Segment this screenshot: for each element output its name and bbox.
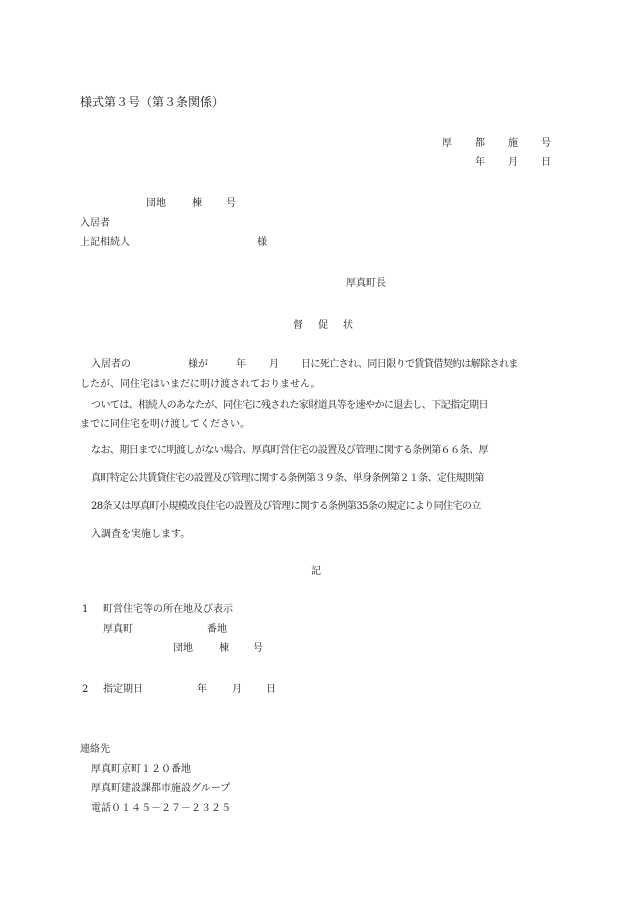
- doc-title-char-3: 状: [343, 320, 353, 331]
- date-year: 年: [475, 157, 485, 168]
- body-p1-part2: 様が: [188, 359, 208, 370]
- body-p3-line3: 28条又は厚真町小規模改良住宅の設置及び管理に関する条例第35条の規定により同住宅の立: [91, 501, 481, 512]
- item1-banchi: 番地: [207, 624, 227, 635]
- item2-number: 2: [82, 684, 89, 695]
- doc-number-char-2: 都: [475, 138, 485, 149]
- doc-title-char-2: 促: [318, 320, 328, 331]
- item1-danchi: 団地: [173, 643, 193, 654]
- body-p3-line1: なお、期日までに明渡しがない場合、厚真町営住宅の設置及び管理に関する条例第６６条、厚: [91, 445, 488, 456]
- item1-number: 1: [82, 604, 89, 615]
- address-resident: 入居者: [80, 218, 110, 229]
- body-p2-line1: ついては、相続人のあなたが、同住宅に残された家財道具等を速やかに退去し、下記指定期日: [91, 400, 488, 411]
- doc-number-char-3: 施: [508, 138, 518, 149]
- contact-address: 厚真町京町１２０番地: [91, 764, 191, 775]
- item2-month: 月: [232, 684, 242, 695]
- date-month: 月: [508, 157, 518, 168]
- ki-heading: 記: [311, 566, 321, 577]
- body-p1-part3: 日に死亡され、同日限りで賃貸借契約は解除されま: [301, 359, 518, 370]
- doc-number-char-1: 厚: [442, 138, 452, 149]
- doc-number-char-4: 号: [541, 138, 551, 149]
- sender: 厚真町長: [346, 278, 386, 289]
- item1-gou: 号: [253, 643, 263, 654]
- item1-label: 町営住宅等の所在地及び表示: [103, 604, 233, 615]
- contact-heading: 連絡先: [80, 744, 110, 755]
- body-p3-line4: 入調査を実施します。: [91, 529, 191, 540]
- item1-tou: 棟: [219, 643, 229, 654]
- item1-town: 厚真町: [103, 624, 133, 635]
- address-tou: 棟: [192, 198, 202, 209]
- date-day: 日: [541, 157, 551, 168]
- item2-day: 日: [266, 684, 276, 695]
- body-p2-line2: までに同住宅を明け渡してください。: [80, 419, 250, 430]
- body-p1-line2: したが、同住宅はいまだに明け渡されておりません。: [80, 379, 321, 390]
- body-p1-year: 年: [236, 359, 246, 370]
- address-honorific: 様: [257, 237, 267, 248]
- form-title: 様式第３号（第３条関係）: [80, 95, 225, 109]
- address-heir-label: 上記相続人: [80, 237, 130, 248]
- body-p1-month: 月: [269, 359, 279, 370]
- item2-year: 年: [197, 684, 207, 695]
- contact-department: 厚真町建設課都市施設グループ: [91, 783, 231, 794]
- doc-title-char-1: 督: [293, 320, 303, 331]
- address-gou: 号: [226, 198, 236, 209]
- body-p3-line2: 真町特定公共賃貸住宅の設置及び管理に関する条例第３９条、単身条例第２１条、定住規則第: [91, 473, 484, 484]
- body-p1-part1: 入居者の: [91, 359, 131, 370]
- address-danchi: 団地: [146, 198, 166, 209]
- contact-phone: 電話０１４５－２７－２３２５: [91, 803, 231, 814]
- item2-label: 指定期日: [103, 684, 143, 695]
